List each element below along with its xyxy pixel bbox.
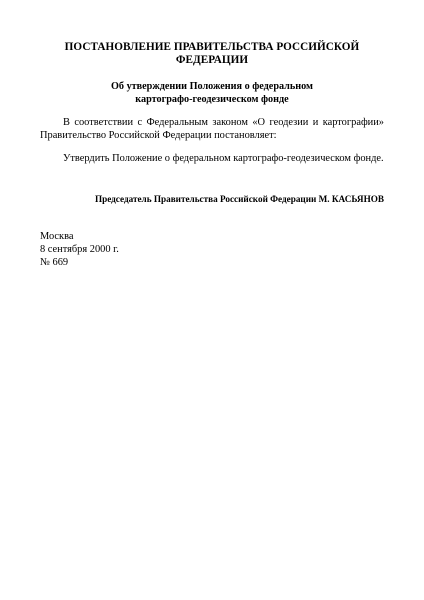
document-date: 8 сентября 2000 г. [40, 244, 119, 255]
document-title-line-2: ФЕДЕРАЦИИ [175, 54, 249, 66]
signature-line: Председатель Правительства Российской Федерации М. КАСЬЯНОВ [94, 194, 384, 204]
document-city: Москва [40, 231, 74, 242]
document-title-line-1: ПОСТАНОВЛЕНИЕ ПРАВИТЕЛЬСТВА РОССИЙСКОЙ [64, 41, 360, 53]
preamble-paragraph: В соответствии с Федеральным законом «О геодезии и картографии» Правительство Российской Федерации постановляет: [40, 117, 384, 141]
document-number: № 669 [40, 257, 69, 268]
document-subtitle-line-2: картографо-геодезическом фонде [135, 94, 289, 105]
resolution-paragraph: Утвердить Положение о федеральном картографо-геодезическом фонде. [63, 153, 384, 164]
document-subtitle-line-1: Об утверждении Положения о федеральном [111, 81, 313, 92]
